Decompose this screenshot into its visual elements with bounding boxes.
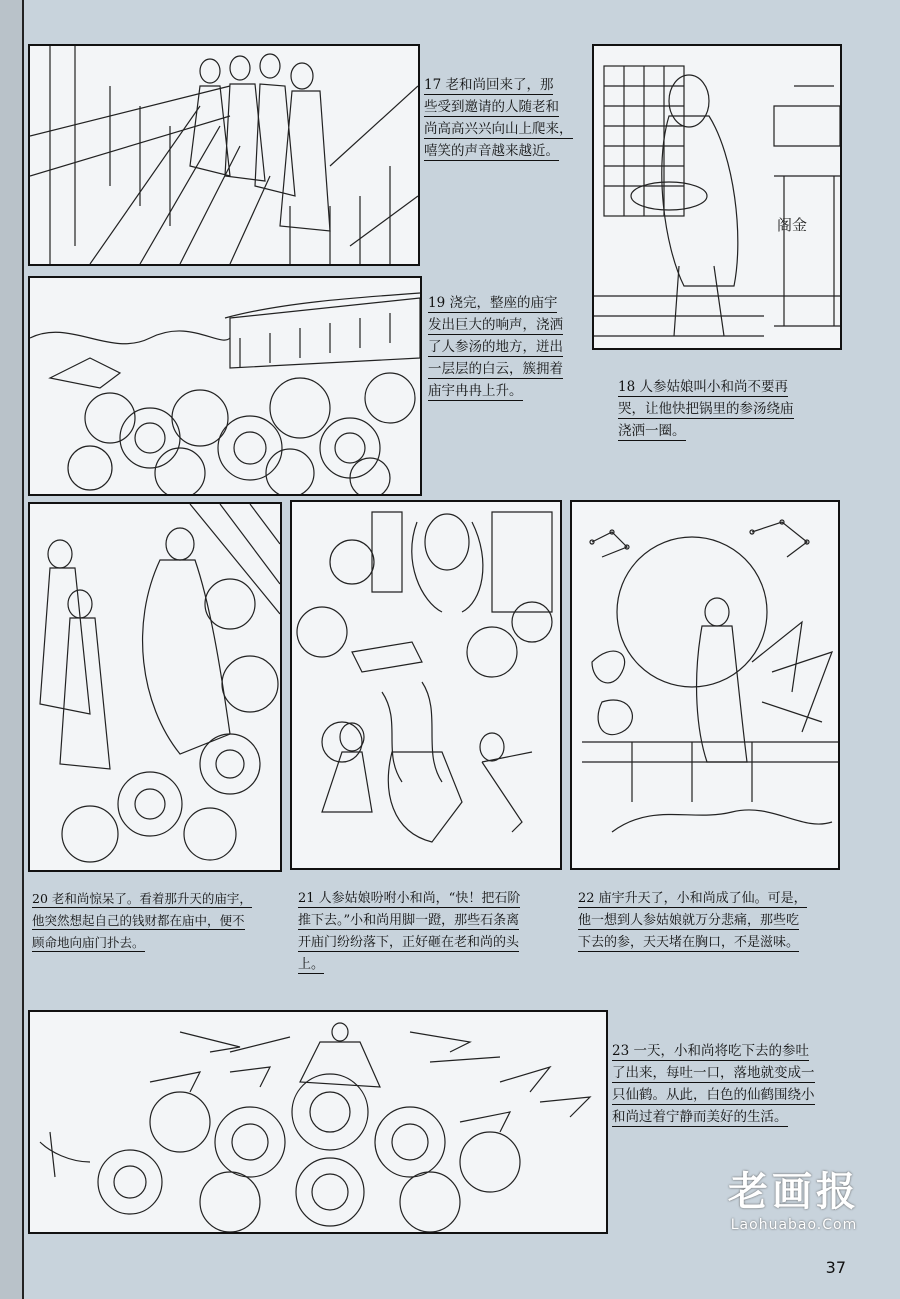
caption-23: [612, 1040, 842, 1128]
caption-19-line: 庙宇冉冉上升。: [428, 383, 523, 399]
caption-21-line: 开庙门纷纷落下，正好砸在老和尚的头: [298, 935, 520, 950]
panel-19-illustration: [28, 276, 422, 496]
caption-19-line: 发出巨大的响声，浇洒: [428, 317, 563, 333]
caption-21-line: 21 人参姑娘吩咐小和尚，“快！把石阶: [298, 891, 521, 906]
caption-18-line: 18 人参姑娘叫小和尚不要再: [618, 379, 788, 395]
caption-19-line: 一层层的白云，簇拥着: [428, 361, 563, 377]
caption-22-line: 他一想到人参姑娘就万分悲痛，那些吃: [578, 913, 800, 928]
caption-21-line: 推下去。”小和尚用脚一蹬，那些石条离: [298, 913, 520, 928]
panel-20-illustration: [28, 502, 282, 872]
caption-22-line: 下去的参，天天堵在胸口，不是滋味。: [578, 935, 800, 950]
caption-20-line: 他突然想起自己的钱财都在庙中，便不: [32, 913, 245, 928]
caption-19-line: 19 浇完，整座的庙宇: [428, 295, 558, 311]
caption-20-line: 20 老和尚惊呆了。看着那升天的庙宇，: [32, 891, 252, 906]
page-number: 37: [825, 1258, 846, 1277]
caption-17-line: 17 老和尚回来了，那: [424, 77, 554, 93]
caption-23-line: 和尚过着宁静而美好的生活。: [612, 1109, 788, 1125]
caption-19-line: 了人参汤的地方，迸出: [428, 339, 563, 355]
panel-23-illustration: [28, 1010, 608, 1234]
watermark-main: 老画报: [728, 1169, 860, 1215]
caption-21-line: 上。: [298, 957, 325, 972]
panel-22-illustration: [570, 500, 840, 870]
panel-18-illustration: [592, 44, 842, 350]
caption-19: [428, 292, 588, 402]
caption-20-line: 顾命地向庙门扑去。: [32, 935, 145, 950]
caption-17-line: 尚高高兴兴向山上爬来，: [424, 121, 573, 137]
caption-17-line: 嘻笑的声音越来越近。: [424, 143, 559, 159]
caption-22-line: 22 庙宇升天了，小和尚成了仙。可是，: [578, 891, 807, 906]
caption-17: [424, 74, 584, 162]
caption-23-line: 只仙鹤。从此，白色的仙鹤围绕小: [612, 1087, 815, 1103]
book-spine: [0, 0, 24, 1299]
caption-23-line: 了出来，每吐一口，落地就变成一: [612, 1065, 815, 1081]
caption-22: [578, 888, 840, 954]
caption-20: [32, 888, 282, 954]
watermark-site: Laohuabao.Com: [730, 1217, 858, 1233]
caption-23-line: 23 一天，小和尚将吃下去的参吐: [612, 1043, 809, 1059]
caption-21: [298, 888, 560, 976]
caption-18-line: 浇洒一圈。: [618, 423, 686, 439]
stone-sign-text: 阁金: [777, 216, 808, 234]
watermark: [728, 1160, 860, 1233]
caption-17-line: 些受到邀请的人随老和: [424, 99, 559, 115]
caption-18: [618, 376, 838, 442]
panel-21-illustration: [290, 500, 562, 870]
caption-18-line: 哭，让他快把锅里的参汤绕庙: [618, 401, 794, 417]
panel-17-illustration: [28, 44, 420, 266]
